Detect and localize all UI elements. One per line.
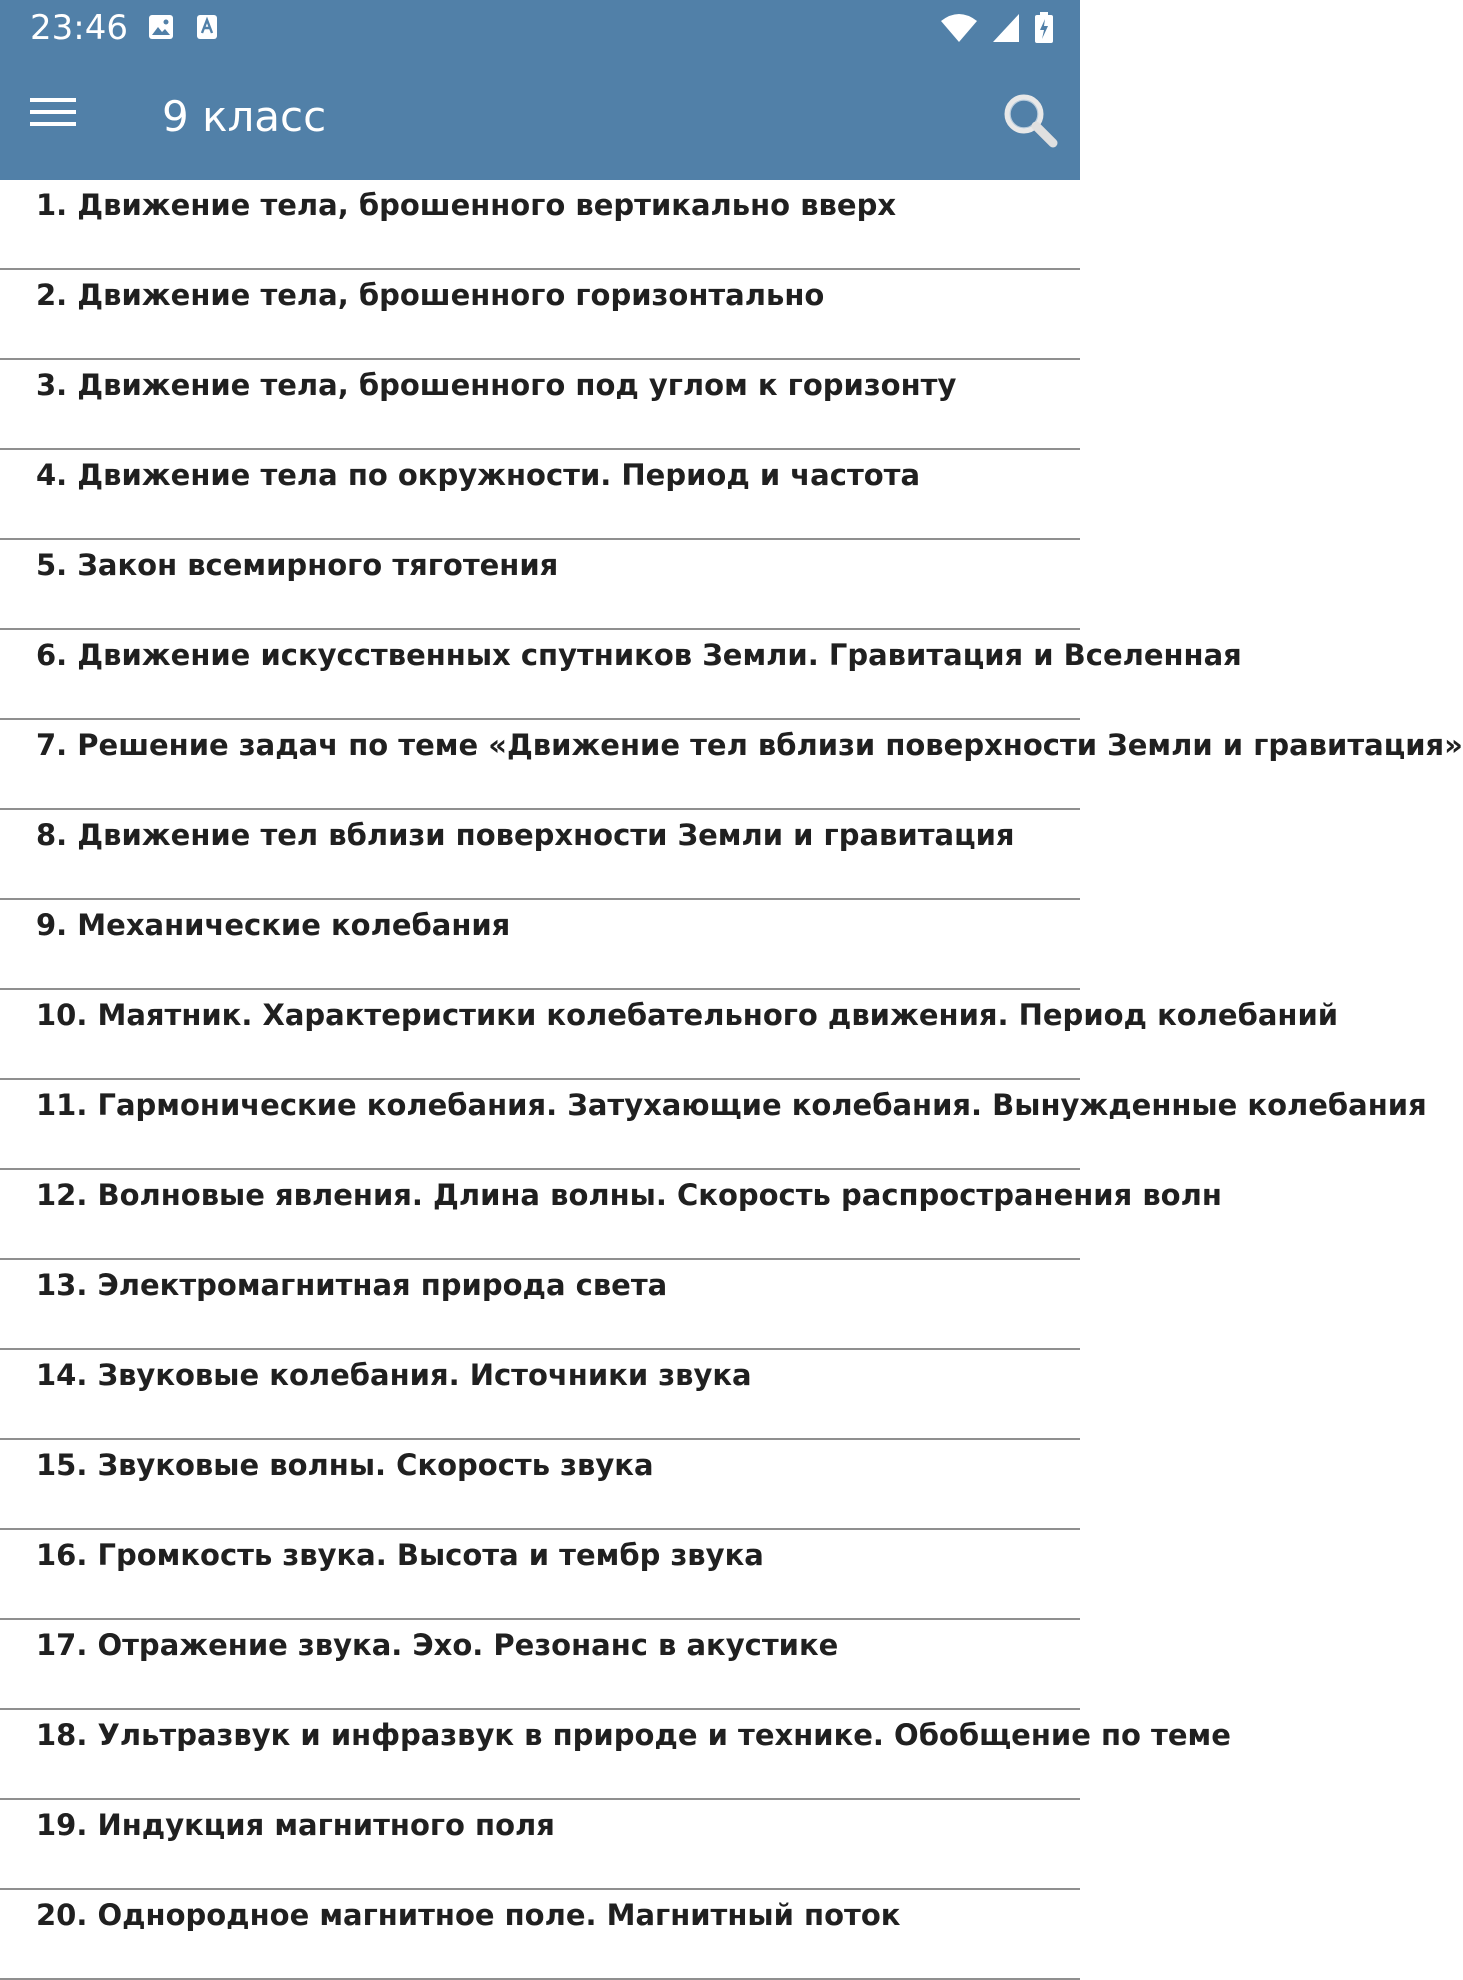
- lesson-title: 17. Отражение звука. Эхо. Резонанс в акустике: [36, 1628, 839, 1662]
- lesson-list-item[interactable]: [0, 720, 1463, 810]
- lesson-title: 11. Гармонические колебания. Затухающие колебания. Вынужденные колебания: [36, 1088, 1427, 1122]
- lesson-list-item[interactable]: [0, 1890, 1080, 1980]
- lesson-list-item[interactable]: [0, 360, 1080, 450]
- lesson-title: 5. Закон всемирного тяготения: [36, 548, 559, 582]
- lesson-list-item[interactable]: [0, 180, 1080, 270]
- lesson-title: 16. Громкость звука. Высота и тембр звука: [36, 1538, 764, 1572]
- image-notification-icon: [148, 14, 174, 44]
- lesson-title: 9. Механические колебания: [36, 908, 511, 942]
- page-title: 9 класс: [162, 92, 327, 141]
- lesson-list-item[interactable]: [0, 450, 1080, 540]
- signal-icon: [992, 13, 1020, 47]
- lesson-title: 7. Решение задач по теме «Движение тел вблизи поверхности Земли и гравитация»: [36, 728, 1463, 762]
- lesson-title: 12. Волновые явления. Длина волны. Скорость распространения волн: [36, 1178, 1222, 1212]
- lesson-list: [0, 180, 1463, 1980]
- lesson-title: 3. Движение тела, брошенного под углом к горизонту: [36, 368, 957, 402]
- lesson-list-item[interactable]: [0, 1710, 1231, 1800]
- status-time: 23:46: [30, 8, 128, 48]
- lesson-list-item[interactable]: [0, 540, 1080, 630]
- lesson-title: 6. Движение искусственных спутников Земли. Гравитация и Вселенная: [36, 638, 1242, 672]
- app-bar: [0, 56, 1080, 180]
- lesson-title: 2. Движение тела, брошенного горизонтально: [36, 278, 825, 312]
- status-bar: [0, 0, 1080, 56]
- lesson-title: 20. Однородное магнитное поле. Магнитный поток: [36, 1898, 901, 1932]
- lesson-list-item[interactable]: [0, 1800, 1080, 1890]
- search-icon[interactable]: [1002, 92, 1072, 162]
- lesson-title: 15. Звуковые волны. Скорость звука: [36, 1448, 654, 1482]
- lesson-title: 8. Движение тел вблизи поверхности Земли и гравитация: [36, 818, 1015, 852]
- font-notification-icon: [196, 14, 218, 44]
- lesson-list-item[interactable]: [0, 1080, 1427, 1170]
- lesson-list-item[interactable]: [0, 270, 1080, 360]
- lesson-list-item[interactable]: [0, 1170, 1222, 1260]
- notification-icons: [148, 14, 218, 44]
- lesson-list-item[interactable]: [0, 1530, 1080, 1620]
- lesson-list-item[interactable]: [0, 1260, 1080, 1350]
- wifi-icon: [940, 13, 978, 47]
- lesson-title: 14. Звуковые колебания. Источники звука: [36, 1358, 752, 1392]
- lesson-list-item[interactable]: [0, 1440, 1080, 1530]
- lesson-list-item[interactable]: [0, 1620, 1080, 1710]
- lesson-list-item[interactable]: [0, 1350, 1080, 1440]
- lesson-title: 19. Индукция магнитного поля: [36, 1808, 555, 1842]
- system-status-icons: [940, 12, 1054, 48]
- lesson-list-item[interactable]: [0, 630, 1242, 720]
- hamburger-menu-icon[interactable]: [30, 96, 96, 144]
- lesson-list-item[interactable]: [0, 990, 1339, 1080]
- lesson-title: 18. Ультразвук и инфразвук в природе и технике. Обобщение по теме: [36, 1718, 1231, 1752]
- lesson-title: 1. Движение тела, брошенного вертикально вверх: [36, 188, 897, 222]
- lesson-title: 13. Электромагнитная природа света: [36, 1268, 668, 1302]
- battery-icon: [1034, 12, 1054, 48]
- lesson-title: 10. Маятник. Характеристики колебательного движения. Период колебаний: [36, 998, 1339, 1032]
- lesson-list-item[interactable]: [0, 900, 1080, 990]
- lesson-title: 4. Движение тела по окружности. Период и частота: [36, 458, 921, 492]
- lesson-list-item[interactable]: [0, 810, 1080, 900]
